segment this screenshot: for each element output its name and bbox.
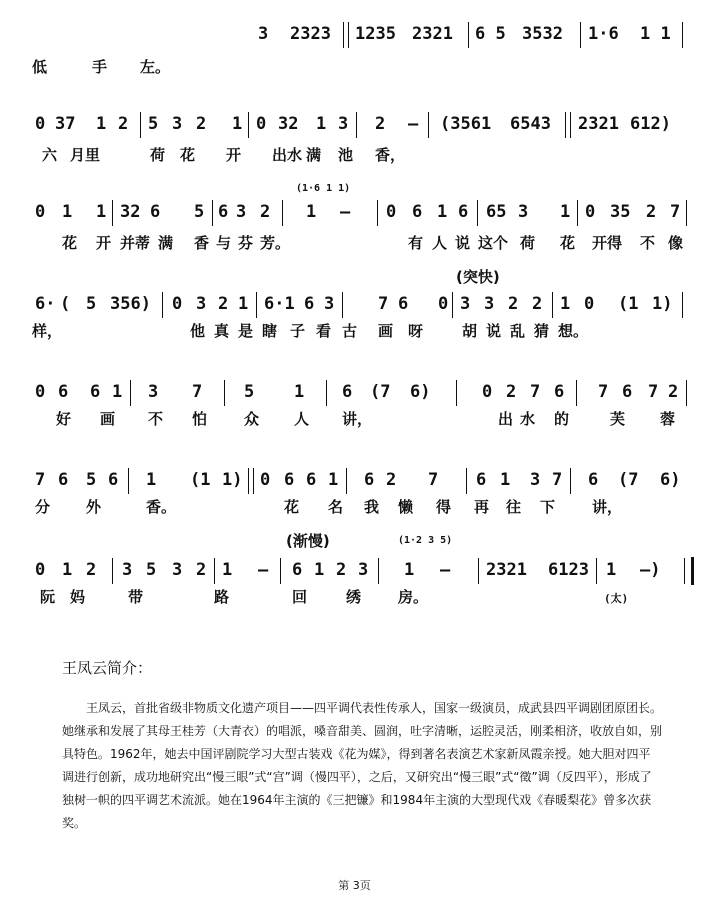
lyric: 路 (214, 588, 230, 606)
lyric: 是 (238, 322, 254, 340)
lyrics-line-4 (0, 320, 709, 342)
barline (214, 558, 215, 584)
note: 2323 (290, 24, 331, 44)
note: 6123 (548, 560, 589, 580)
note: 612) (630, 114, 671, 134)
barline (112, 558, 113, 584)
lyric: 古 (342, 322, 358, 340)
barline (477, 200, 478, 226)
note: 5 (86, 294, 97, 314)
note: 6 (218, 202, 229, 222)
note: 2 (260, 202, 271, 222)
lyric: 荷 (520, 234, 536, 252)
note: 3 (530, 470, 541, 490)
page-number: 第 3页 (338, 879, 371, 892)
score-system-2 (0, 110, 709, 140)
note: 1 (404, 560, 415, 580)
note: 2 (532, 294, 543, 314)
note: 2 (646, 202, 657, 222)
lyric: 呀 (408, 322, 424, 340)
bio-title: 王凤云简介： (62, 659, 153, 677)
note: 3 (196, 294, 207, 314)
note: 2321 (412, 24, 453, 44)
note: 6 (292, 560, 303, 580)
note: (7 (370, 382, 391, 402)
note: (1 (618, 294, 639, 314)
note: 2 (196, 560, 207, 580)
note: 5 (86, 470, 97, 490)
lyric: 像 (668, 234, 684, 252)
barline (428, 112, 429, 138)
barline (468, 22, 469, 48)
barline (452, 292, 453, 318)
note: 6 (364, 470, 375, 490)
note: 6) (410, 382, 431, 402)
note: 6 5 (475, 24, 506, 44)
lyric: 人 (294, 410, 310, 428)
note: 6 (90, 382, 101, 402)
grace-notes: (1·6 1 1) (296, 183, 351, 194)
barline (112, 200, 113, 226)
note: 3532 (522, 24, 563, 44)
note: 6 (554, 382, 565, 402)
final-barline (691, 557, 694, 585)
tempo-marking: (突快) (456, 268, 500, 286)
note: 3 (172, 560, 183, 580)
note: 0 (256, 114, 267, 134)
barline (248, 468, 249, 494)
barline (576, 380, 577, 406)
note: 6 (304, 294, 315, 314)
note: 6 (398, 294, 409, 314)
note: 1 (560, 294, 571, 314)
barline (343, 22, 344, 48)
note: 2321 (578, 114, 619, 134)
barline (682, 22, 683, 48)
barline (256, 292, 257, 318)
barline (326, 380, 327, 406)
barline (686, 200, 687, 226)
lyric: 再 (474, 498, 490, 516)
note: 6 (58, 470, 69, 490)
note: 7 (428, 470, 439, 490)
note: 1 (500, 470, 511, 490)
note: 5 (244, 382, 255, 402)
note: 1 (437, 202, 448, 222)
lyric: 花 (62, 234, 78, 252)
barline (684, 558, 685, 584)
note: 7 (378, 294, 389, 314)
lyric: 阮 (40, 588, 56, 606)
lyric: 往 (506, 498, 522, 516)
lyric: 乱 (510, 322, 526, 340)
note: 0 (35, 382, 46, 402)
note: 1 (316, 114, 327, 134)
lyric: 众 (244, 410, 260, 428)
barline (348, 22, 349, 48)
note: 0 (260, 470, 271, 490)
barline (682, 292, 683, 318)
score-system-5 (0, 378, 709, 408)
barline (282, 200, 283, 226)
barline (346, 468, 347, 494)
note: 0 (172, 294, 183, 314)
note: 6 (458, 202, 469, 222)
barline (570, 112, 571, 138)
lyric: 好 (56, 410, 72, 428)
note: 65 (486, 202, 507, 222)
note: 5 (148, 114, 159, 134)
lyric: 的 (554, 410, 570, 428)
note: 1 (306, 202, 317, 222)
barline (280, 558, 281, 584)
note: 7 (530, 382, 541, 402)
note: 2 (668, 382, 679, 402)
note: 3 (236, 202, 247, 222)
note: 2 (196, 114, 207, 134)
note: ( (60, 294, 71, 314)
barline (466, 468, 467, 494)
note: 1 (146, 470, 157, 490)
barline (686, 380, 687, 406)
note: 0 (35, 560, 46, 580)
note: 3 (148, 382, 159, 402)
lyric: 花 (180, 146, 196, 164)
lyric: 胡 (462, 322, 478, 340)
note: 1 (112, 382, 123, 402)
note: 1 (222, 560, 233, 580)
note: 32 (120, 202, 141, 222)
note: 1) (652, 294, 673, 314)
lyric: 看 (316, 322, 332, 340)
lyric: 与 (216, 234, 232, 252)
note: (7 (618, 470, 639, 490)
note: 6·1 (264, 294, 295, 314)
note: 3 (460, 294, 471, 314)
note: 2 (386, 470, 397, 490)
lyric: 妈 (70, 588, 86, 606)
lyric: 香， (375, 146, 406, 164)
score-system-6 (0, 466, 709, 496)
note: 6 (412, 202, 423, 222)
lyric: 手 (92, 58, 108, 76)
note: 2 (506, 382, 517, 402)
lyric: 瞎 (262, 322, 278, 340)
note: 2 (375, 114, 386, 134)
lyric: 蓉 (660, 410, 676, 428)
note: 5 (146, 560, 157, 580)
lyric: 芳。 (260, 234, 291, 252)
note: 1 (606, 560, 617, 580)
lyrics-line-6 (0, 496, 709, 518)
note: 7 (35, 470, 46, 490)
barline (162, 292, 163, 318)
note: 1 (560, 202, 571, 222)
note: – (258, 560, 269, 580)
lyric: 这个 (478, 234, 509, 252)
lyric: 下 (540, 498, 556, 516)
note: 32 (278, 114, 299, 134)
note: 3 (484, 294, 495, 314)
lyric: 不 (640, 234, 656, 252)
note: 1 (294, 382, 305, 402)
lyric: 芬 (238, 234, 254, 252)
lyric: 怕 (192, 410, 208, 428)
note: 0 (386, 202, 397, 222)
barline (478, 558, 479, 584)
lyrics-line-3 (0, 232, 709, 254)
note: 1·6 (588, 24, 619, 44)
note: 1 (328, 470, 339, 490)
note: 0 (35, 114, 46, 134)
lyric: 花 (284, 498, 300, 516)
lyric: 真 (214, 322, 230, 340)
note: 7 (670, 202, 681, 222)
lyric: 画 (100, 410, 116, 428)
note: 7 (552, 470, 563, 490)
lyric: 池 (338, 146, 354, 164)
lyric: 想。 (558, 322, 589, 340)
note: 3 (172, 114, 183, 134)
barline (253, 468, 254, 494)
lyric: 名 (328, 498, 344, 516)
note: 6 (284, 470, 295, 490)
barline (377, 200, 378, 226)
barline (378, 558, 379, 584)
barline (224, 380, 225, 406)
note: 7 (648, 382, 659, 402)
note: 3 (122, 560, 133, 580)
note: 1 (62, 560, 73, 580)
lyric: 得 (436, 498, 452, 516)
barline (570, 468, 571, 494)
lyric: 满 (158, 234, 174, 252)
lyric: 我 (364, 498, 380, 516)
note: 1 (232, 114, 243, 134)
note: 3 (338, 114, 349, 134)
lyric: 香。 (146, 498, 177, 516)
note: 0 (584, 294, 595, 314)
lyric: 芙 (610, 410, 626, 428)
note: 356) (110, 294, 151, 314)
lyric: 水 (520, 410, 536, 428)
barline (130, 380, 131, 406)
lyrics-line-2 (0, 144, 709, 166)
lyric: 说 (486, 322, 502, 340)
note: 1 1 (640, 24, 671, 44)
lyric: 满 (306, 146, 322, 164)
lyrics-line-5 (0, 408, 709, 430)
lyric: 样， (32, 322, 63, 340)
lyric: 有 (408, 234, 424, 252)
note: 35 (610, 202, 631, 222)
lyric: 不 (148, 410, 164, 428)
lyric: 六 (42, 146, 58, 164)
score-system-7 (0, 556, 709, 586)
score-system-3 (0, 198, 709, 228)
note: 1) (222, 470, 243, 490)
note: 2 (336, 560, 347, 580)
tempo-marking: (渐慢) (286, 532, 330, 550)
lyric: 分 (35, 498, 51, 516)
note: 37 (55, 114, 76, 134)
note: 6 (476, 470, 487, 490)
barline (456, 380, 457, 406)
note: 1 (96, 114, 107, 134)
lyric: 开 (226, 146, 242, 164)
note: – (440, 560, 451, 580)
note: 2 (218, 294, 229, 314)
lyric: 猜 (534, 322, 550, 340)
note: 6543 (510, 114, 551, 134)
lyric: 并蒂 (120, 234, 151, 252)
lyric: 房。 (398, 588, 429, 606)
barline (140, 112, 141, 138)
lyric: 香 (194, 234, 210, 252)
barline (342, 292, 343, 318)
note: 6 (58, 382, 69, 402)
lyric: 回 (292, 588, 308, 606)
note: 6 (150, 202, 161, 222)
lyric: 讲， (342, 410, 373, 428)
grace-notes: (1·2 3 5) (398, 535, 453, 546)
lyric: 子 (290, 322, 306, 340)
barline (356, 112, 357, 138)
performance-note: (太) (604, 592, 629, 605)
note: 2 (86, 560, 97, 580)
note: 6· (35, 294, 56, 314)
note: 7 (598, 382, 609, 402)
note: 3 (518, 202, 529, 222)
lyric: 懒 (398, 498, 414, 516)
note: 0 (35, 202, 46, 222)
score-system-1 (0, 20, 709, 50)
note: 2321 (486, 560, 527, 580)
note: (3561 (440, 114, 492, 134)
note: – (340, 202, 351, 222)
lyrics-line-7 (0, 586, 709, 608)
note: 1 (62, 202, 73, 222)
note: 3 (258, 24, 269, 44)
lyric: 低 (32, 58, 48, 76)
note: 1235 (355, 24, 396, 44)
note: – (408, 114, 419, 134)
note: 6 (622, 382, 633, 402)
note: 5 (194, 202, 205, 222)
barline (212, 200, 213, 226)
note: 6 (588, 470, 599, 490)
note: 0 (482, 382, 493, 402)
lyric: 出水 (272, 146, 303, 164)
barline (128, 468, 129, 494)
note: 2 (118, 114, 129, 134)
note: 3 (358, 560, 369, 580)
lyric: 荷 (150, 146, 166, 164)
note: 2 (508, 294, 519, 314)
barline (580, 22, 581, 48)
lyric: 左。 (140, 58, 171, 76)
bio-text: 王凤云，首批省级非物质文化遗产项目——四平调代表性传承人，国家一级演员，成武县四平调剧团原团长。她继承和发展了其母王桂芳（大青衣）的唱派，嗓音甜美、圆润，吐字清晰，运腔灵活，刚柔相济，收放自如，别具特色。1962年，她去中国评剧院学习大型古装戏《花为媒》，得到著名表演艺术家新凤霞亲授。她大胆对四平调进行创新，成功地研究出“慢三眼”式“宫”调（慢四平），之后，又研究出“慢三眼”式“徵”调（反四平），形成了独树一帜的四平调艺术流派。她在1964年主演的《三把镰》和1984年主演的大型现代戏《春暖梨花》曾多次获奖。 (62, 701, 663, 830)
lyric: 带 (128, 588, 144, 606)
lyric: 绣 (346, 588, 362, 606)
note: 0 (438, 294, 449, 314)
barline (552, 292, 553, 318)
note: 6 (306, 470, 317, 490)
barline (596, 558, 597, 584)
lyric: 开 (96, 234, 112, 252)
barline (248, 112, 249, 138)
lyric: 他 (190, 322, 206, 340)
barline (565, 112, 566, 138)
lyric: 外 (86, 498, 102, 516)
note: 7 (192, 382, 203, 402)
score-system-4 (0, 290, 709, 320)
lyric: 开得 (592, 234, 623, 252)
lyric: 画 (378, 322, 394, 340)
lyric: 人 (432, 234, 448, 252)
lyrics-line-1 (0, 56, 709, 78)
note: 1 (238, 294, 249, 314)
note: 1 (314, 560, 325, 580)
note: 1 (96, 202, 107, 222)
note: 6) (660, 470, 681, 490)
lyric: 月里 (70, 146, 101, 164)
note: 6 (342, 382, 353, 402)
note: 0 (585, 202, 596, 222)
note: 3 (324, 294, 335, 314)
lyric: 花 (560, 234, 576, 252)
note: –) (640, 560, 661, 580)
note: 6 (108, 470, 119, 490)
lyric: 说 (455, 234, 471, 252)
note: (1 (190, 470, 211, 490)
lyric: 出 (498, 410, 514, 428)
lyric: 讲， (592, 498, 623, 516)
barline (577, 200, 578, 226)
